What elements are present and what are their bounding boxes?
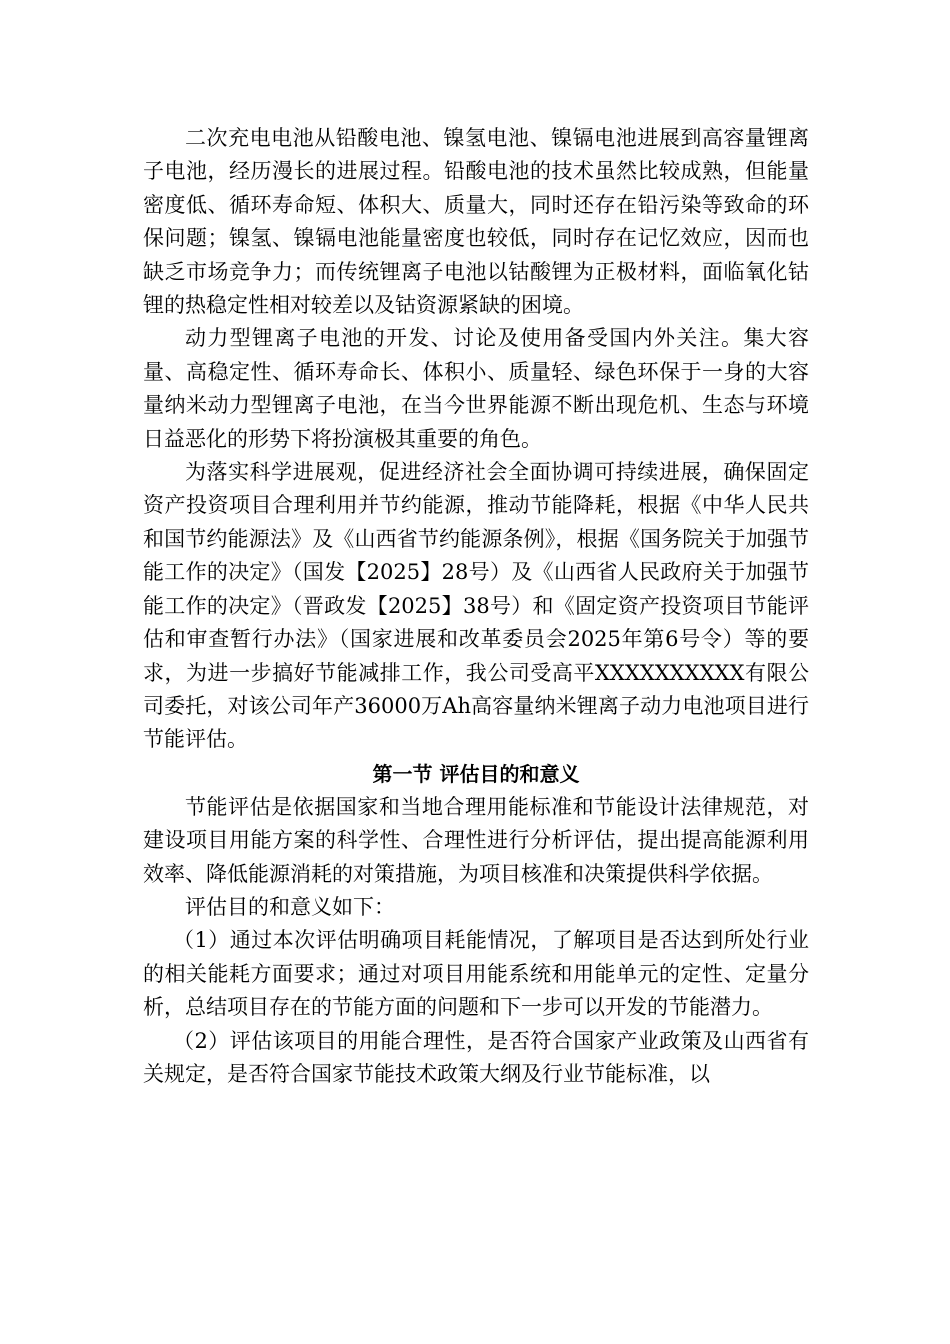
section-heading: 第一节 评估目的和意义	[372, 761, 580, 786]
paragraph-battery-history: 二次充电电池从铅酸电池、镍氢电池、镍镉电池进展到高容量锂离子电池，经历漫长的进展过程。铅酸电池的技术虽然比较成熟，但能量密度低、循环寿命短、体积大、质量大，同时还存在铅污染等致命的环保问题；镍氢、镍镉电池能量密度也较低，同时存在记忆效应，因而也缺乏市场竞争力；而传统锂离子电池以钴酸锂为正极材料，面临氧化钴锂的热稳定性相对较差以及钴资源紧缺的困境。	[143, 126, 809, 318]
list-item-1: （1）通过本次评估明确项目耗能情况，了解项目是否达到所处行业的相关能耗方面要求；通过对项目用能系统和用能单元的定性、定量分析，总结项目存在的节能方面的问题和下一步可以开发的节能潜力。	[143, 928, 809, 1020]
paragraph-evaluation-definition: 节能评估是依据国家和当地合理用能标准和节能设计法律规范，对建设项目用能方案的科学性、合理性进行分析评估，提出提高能源利用效率、降低能源消耗的对策措施，为项目核准和决策提供科学依据。	[143, 794, 809, 886]
paragraph-policy-basis: 为落实科学进展观，促进经济社会全面协调可持续进展，确保固定资产投资项目合理利用并节约能源，推动节能降耗，根据《中华人民共和国节约能源法》及《山西省节约能源条例》，根据《国务院关于加强节能工作的决定》（国发【2025】28号）及《山西省人民政府关于加强节能工作的决定》（晋政发【2025】38号）和《固定资产投资项目节能评估和审查暂行办法》（国家进展和改革委员会2025年第6号令）等的要求，为进一步搞好节能减排工作，我公司受高平XXXXXXXXXX有限公司委托，对该公司年产36000万Ah高容量纳米锂离子动力电池项目进行节能评估。	[143, 460, 809, 752]
paragraph-power-battery: 动力型锂离子电池的开发、讨论及使用备受国内外关注。集大容 量、高稳定性、循环寿命长、体积小、质量轻、绿色环保于一身的大容量纳米动力型锂离子电池，在当今世界能源不断出现危机、生态与环境日益恶化的形势下将扮演极其重要的角色。	[143, 326, 809, 451]
list-item-2: （2）评估该项目的用能合理性，是否符合国家产业政策及山西省有关规定，是否符合国家节能技术政策大纲及行业节能标准，以	[143, 1028, 809, 1086]
paragraph-purpose-intro: 评估目的和意义如下：	[185, 894, 395, 919]
document-page	[143, 122, 809, 1091]
